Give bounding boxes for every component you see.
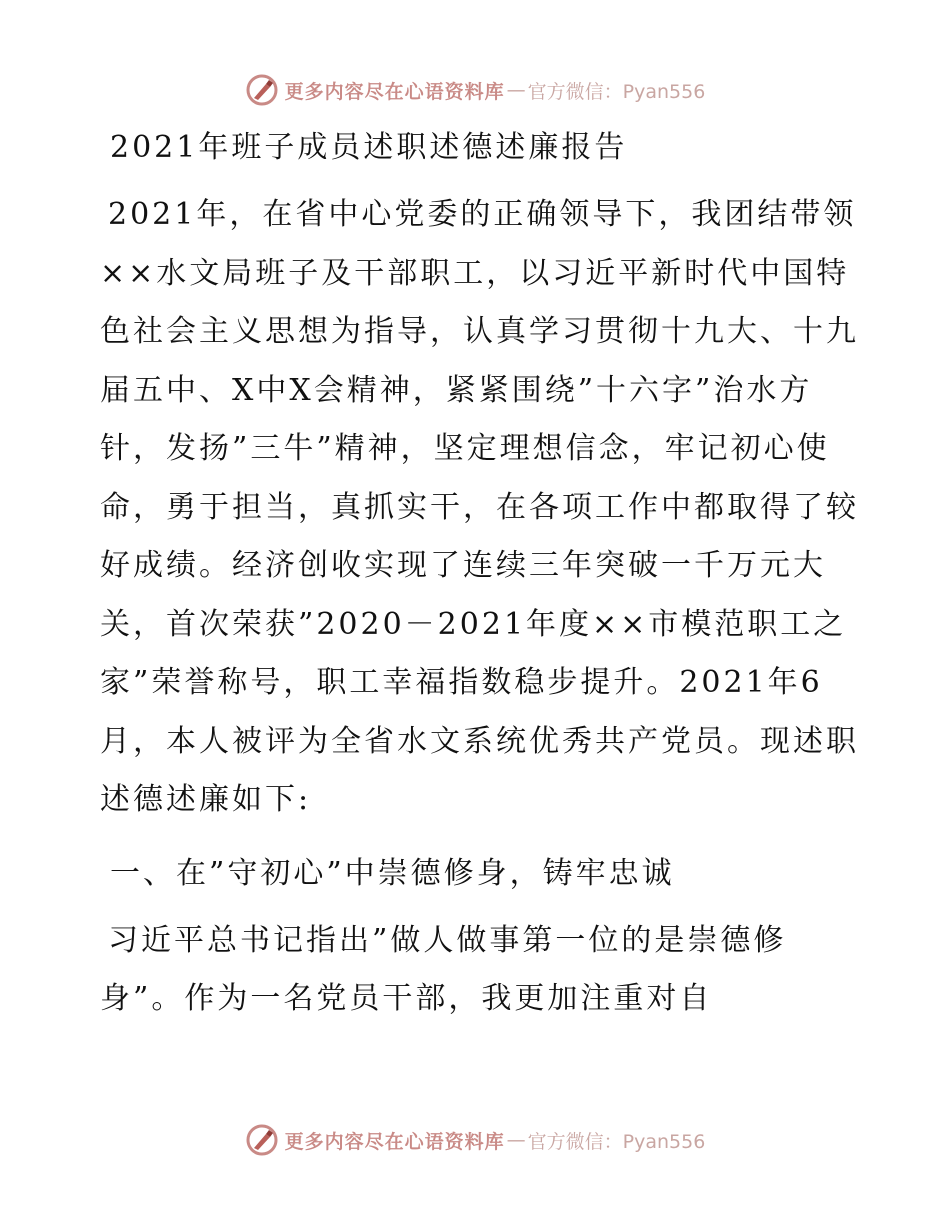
watermark-separator: —	[506, 79, 526, 101]
document-title: 2021年班子成员述职述德述廉报告	[110, 130, 628, 165]
section-heading-1: 一、在”守初心”中崇德修身，铸牢忠诚	[110, 855, 675, 891]
watermark-text: 更多内容尽在心语资料库	[284, 1130, 505, 1153]
paragraph-section-1-text: 习近平总书记指出”做人做事第一位的是崇德修身”。作为一名党员干部，我更加注重对自	[100, 922, 787, 1016]
watermark-header	[0, 70, 950, 110]
paragraph-intro	[100, 186, 860, 830]
paragraph-intro-text: 2021年，在省中心党委的正确领导下，我团结带领××水文局班子及干部职工，以习近平新时代中国特色社会主义思想为指导，认真学习贯彻十九大、十九届五中、X中X会精神，紧紧围绕”十六字”治水方针，发扬”三牛”精神，坚定理想信念，牢记初心使命，勇于担当，真抓实干，在各项工作中都取得了较好成绩。经济创收实现了连续三年突破一千万元大关，首次荣获”2020－2021年度××市模范职工之家”荣誉称号，职工幸福指数稳步提升。2021年6月，本人被评为全省水文系统优秀共产党员。现述职述德述廉如下:	[100, 197, 859, 817]
watermark-text: 更多内容尽在心语资料库	[284, 80, 505, 103]
paragraph-section-1	[100, 912, 860, 1029]
watermark-footer	[0, 1120, 950, 1160]
document-body	[100, 120, 860, 1029]
watermark-contact: 官方微信：Pyan556	[527, 80, 706, 103]
pen-circle-logo-icon	[245, 1123, 279, 1157]
watermark-separator: —	[506, 1129, 526, 1151]
pen-circle-logo-icon	[245, 73, 279, 107]
watermark-contact: 官方微信：Pyan556	[527, 1130, 706, 1153]
